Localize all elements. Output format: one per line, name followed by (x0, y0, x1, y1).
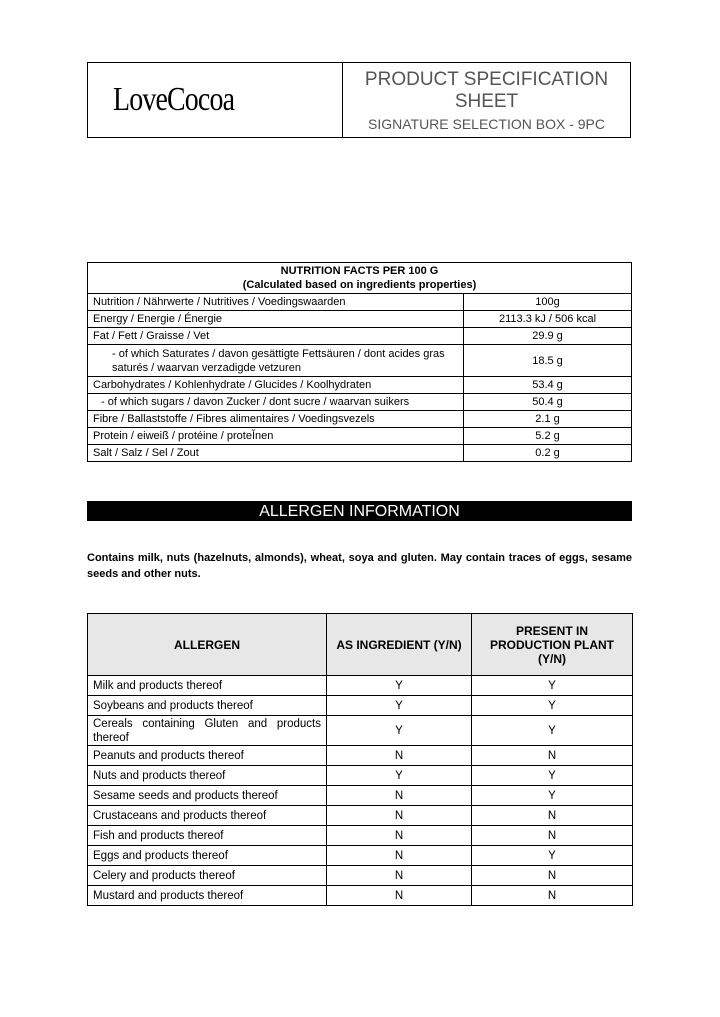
as-ingredient-value: Y (327, 676, 472, 696)
in-plant-value: Y (472, 676, 633, 696)
as-ingredient-value: Y (327, 696, 472, 716)
table-row (88, 411, 632, 428)
nutrient-label: Fat / Fett / Graisse / Vet (88, 328, 464, 345)
allergen-name: Milk and products thereof (88, 676, 327, 696)
nutrient-value: 18.5 g (464, 345, 632, 377)
as-ingredient-value: Y (327, 766, 472, 786)
nutrient-value: 100g (464, 294, 632, 311)
allergen-name: Eggs and products thereof (88, 846, 327, 866)
column-header-plant: PRESENT IN PRODUCTION PLANT (Y/N) (472, 614, 633, 676)
nutrient-label: Carbohydrates / Kohlenhydrate / Glucides / Koolhydraten (88, 377, 464, 394)
nutrient-label: Protein / eiweiß / protéine / proteĬnen (88, 428, 464, 445)
nutrient-label: Nutrition / Nährwerte / Nutritives / Voedingswaarden (88, 294, 464, 311)
table-row (88, 428, 632, 445)
table-row (88, 328, 632, 345)
nutrient-value: 0.2 g (464, 445, 632, 462)
as-ingredient-value: N (327, 746, 472, 766)
as-ingredient-value: N (327, 786, 472, 806)
table-row (88, 746, 633, 766)
table-row (88, 445, 632, 462)
allergen-info-heading: ALLERGEN INFORMATION (87, 501, 632, 521)
allergen-name: Crustaceans and products thereof (88, 806, 327, 826)
table-row (88, 806, 633, 826)
column-header-ingredient: AS INGREDIENT (Y/N) (327, 614, 472, 676)
allergen-name: Celery and products thereof (88, 866, 327, 886)
allergen-name: Nuts and products thereof (88, 766, 327, 786)
nutrient-value: 29.9 g (464, 328, 632, 345)
nutrient-label: Fibre / Ballaststoffe / Fibres alimentaires / Voedingsvezels (88, 411, 464, 428)
nutrition-heading (88, 263, 632, 294)
nutrient-value: 50.4 g (464, 394, 632, 411)
allergen-name: Sesame seeds and products thereof (88, 786, 327, 806)
in-plant-value: N (472, 806, 633, 826)
allergen-table (87, 613, 633, 906)
as-ingredient-value: N (327, 866, 472, 886)
as-ingredient-value: N (327, 806, 472, 826)
allergen-name: Mustard and products thereof (88, 886, 327, 906)
in-plant-value: N (472, 866, 633, 886)
table-row (88, 786, 633, 806)
in-plant-value: N (472, 826, 633, 846)
as-ingredient-value: N (327, 886, 472, 906)
table-row (88, 294, 632, 311)
table-row (88, 394, 632, 411)
logo-cell (88, 63, 343, 137)
nutrient-label: - of which Saturates / davon gesättigte Fettsäuren / dont acides gras saturés / waarvan verzadigde vetzuren (88, 345, 464, 377)
nutrient-value: 2113.3 kJ / 506 kcal (464, 311, 632, 328)
document-subtitle: SIGNATURE SELECTION BOX - 9PC (367, 116, 605, 132)
in-plant-value: N (472, 886, 633, 906)
in-plant-value: Y (472, 696, 633, 716)
as-ingredient-value: N (327, 826, 472, 846)
table-row (88, 886, 633, 906)
allergen-name: Peanuts and products thereof (88, 746, 327, 766)
nutrition-heading-line2: (Calculated based on ingredients properties) (242, 279, 477, 291)
in-plant-value: Y (472, 786, 633, 806)
table-row (88, 846, 633, 866)
allergen-name: Cereals containing Gluten and products thereof (88, 716, 327, 746)
as-ingredient-value: Y (327, 716, 472, 746)
table-row (88, 345, 632, 377)
allergen-name: Fish and products thereof (88, 826, 327, 846)
table-row (88, 377, 632, 394)
nutrient-value: 5.2 g (464, 428, 632, 445)
nutrient-value: 2.1 g (464, 411, 632, 428)
table-row (88, 766, 633, 786)
document-header (87, 62, 631, 138)
allergen-table-header-row (88, 614, 633, 676)
title-cell (343, 63, 630, 137)
as-ingredient-value: N (327, 846, 472, 866)
nutrition-heading-line1: NUTRITION FACTS PER 100 G (280, 265, 439, 277)
in-plant-value: N (472, 746, 633, 766)
table-row (88, 716, 633, 746)
table-row (88, 311, 632, 328)
nutrient-label: - of which sugars / davon Zucker / dont sucre / waarvan suikers (88, 394, 464, 411)
brand-logo: LoveCocoa (113, 81, 235, 118)
nutrient-label: Salt / Salz / Sel / Zout (88, 445, 464, 462)
document-title: PRODUCT SPECIFICATION SHEET (364, 69, 609, 112)
table-row (88, 696, 633, 716)
table-row (88, 826, 633, 846)
nutrient-label: Energy / Energie / Énergie (88, 311, 464, 328)
nutrition-table (87, 262, 632, 462)
column-header-allergen: ALLERGEN (88, 614, 327, 676)
in-plant-value: Y (472, 716, 633, 746)
nutrient-value: 53.4 g (464, 377, 632, 394)
allergen-name: Soybeans and products thereof (88, 696, 327, 716)
allergen-contains-statement: Contains milk, nuts (hazelnuts, almonds), wheat, soya and gluten. May contain traces of eggs, sesame seeds and other nuts. (87, 552, 632, 580)
table-row (88, 866, 633, 886)
in-plant-value: Y (472, 846, 633, 866)
in-plant-value: Y (472, 766, 633, 786)
table-row (88, 676, 633, 696)
